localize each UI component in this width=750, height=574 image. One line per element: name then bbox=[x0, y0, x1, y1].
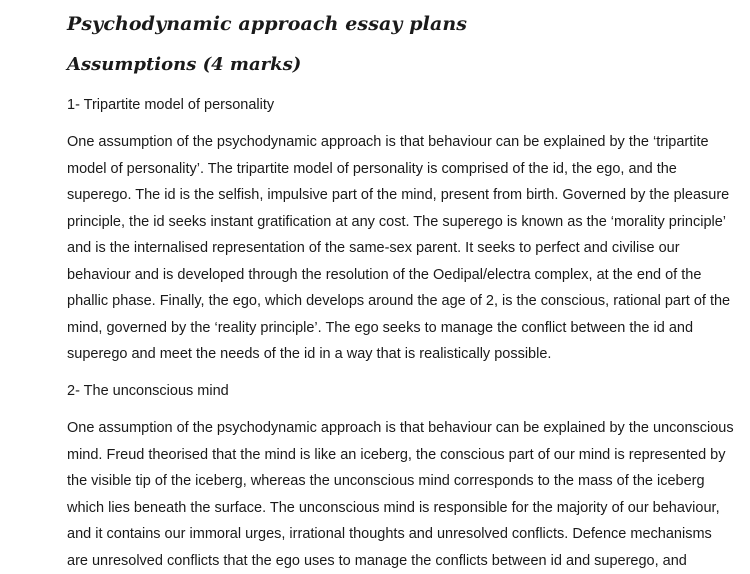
paragraph-line: superego. The id is the selfish, impulsive part of the mind, present from birth. Governed by the pleasure bbox=[67, 182, 730, 209]
paragraph-line: phallic phase. Finally, the ego, which develops around the age of 2, is the conscious, rational part of the bbox=[67, 288, 730, 315]
paragraph-line: principle, the id seeks instant gratification at any cost. The superego is known as the ‘morality principle’ bbox=[67, 209, 730, 236]
document-title: Psychodynamic approach essay plans bbox=[67, 10, 467, 38]
assumption-2-heading: 2- The unconscious mind bbox=[67, 378, 229, 404]
paragraph-line: the visible tip of the iceberg, whereas the unconscious mind corresponds to the mass of the iceberg bbox=[67, 468, 734, 495]
paragraph-line: are unresolved conflicts that the ego uses to manage the conflicts between id and superego, and bbox=[67, 548, 734, 574]
paragraph-line: and it contains our immoral urges, irrational thoughts and unresolved conflicts. Defence mechanisms bbox=[67, 521, 734, 548]
paragraph-line: and is the internalised representation of the same-sex parent. It seeks to perfect and civilise our bbox=[67, 235, 730, 262]
section-heading: Assumptions (4 marks) bbox=[67, 51, 301, 79]
assumption-1-paragraph bbox=[67, 129, 730, 368]
paragraph-line: which lies beneath the surface. The unconscious mind is responsible for the majority of our behaviour, bbox=[67, 495, 734, 522]
paragraph-line: mind, governed by the ‘reality principle’. The ego seeks to manage the conflict between the id and bbox=[67, 315, 730, 342]
assumption-2-paragraph bbox=[67, 415, 734, 574]
paragraph-line: One assumption of the psychodynamic approach is that behaviour can be explained by the unconscious bbox=[67, 415, 734, 442]
paragraph-line: superego and meet the needs of the id in a way that is realistically possible. bbox=[67, 341, 730, 368]
assumption-1-heading: 1- Tripartite model of personality bbox=[67, 92, 274, 118]
paragraph-line: One assumption of the psychodynamic approach is that behaviour can be explained by the ‘tripartite bbox=[67, 129, 730, 156]
paragraph-line: mind. Freud theorised that the mind is like an iceberg, the conscious part of our mind is represented by bbox=[67, 442, 734, 469]
paragraph-line: behaviour and is developed through the resolution of the Oedipal/electra complex, at the end of the bbox=[67, 262, 730, 289]
paragraph-line: model of personality’. The tripartite model of personality is comprised of the id, the ego, and the bbox=[67, 156, 730, 183]
